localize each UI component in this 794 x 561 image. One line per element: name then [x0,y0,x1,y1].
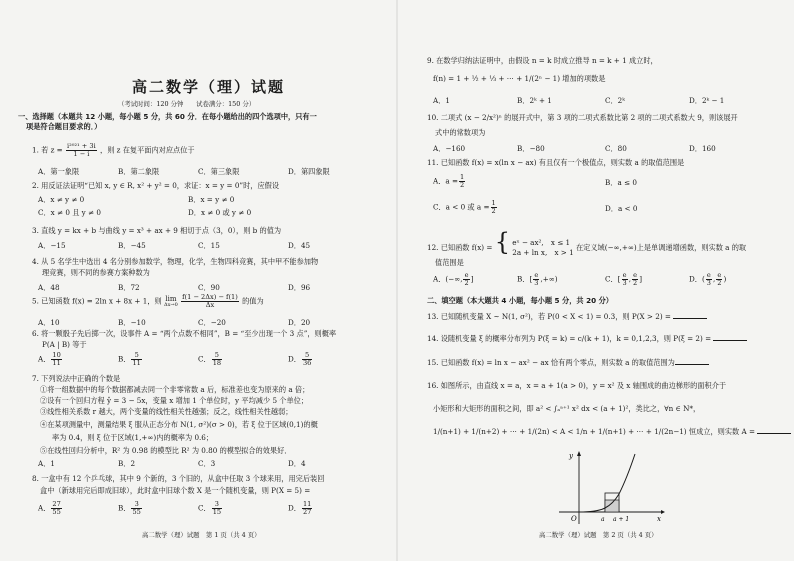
question-12 [427,228,747,258]
q2-option-a[interactable]: A．x ≠ y ≠ 0 [38,195,85,204]
q11-option-a-den: 2 [459,181,465,189]
q8-option-c-fraction [212,501,222,516]
q12-option-c[interactable] [605,272,642,287]
q6-option-b-fraction [131,352,141,367]
q12-option-d-num-2: e [717,271,722,279]
q6-option-d-num: 5 [302,352,312,360]
question-16-cont: 小矩形和大矩形的面积之间，即 a² < ∫ₐᵃ⁺¹ x² dx < (a + 1)²，类比之，∀n ∈ N*， [433,404,701,413]
small-rectangle [605,500,619,512]
q8-option-d[interactable] [288,501,313,516]
q13-text: 13. 已知随机变量 X ~ N(1, σ²)，若 P(0 < X < 1) = 0.3，则 P(X > 2) = [427,312,674,321]
page-2-footer: 高二数学（理）试题 第 2 页（共 4 页） [539,531,658,539]
q6-option-b-den: 11 [132,359,141,367]
question-14 [427,333,747,343]
q6-option-a[interactable] [38,352,63,367]
q7-option-c[interactable]: C．3 [198,459,216,468]
y-axis-arrow [577,451,581,456]
q8-option-a-den: 55 [52,508,61,516]
origin-label: O [571,515,577,523]
q8-option-b-den: 55 [132,508,141,516]
q12-option-c-fraction-2 [632,272,638,287]
q1-numerator: i²⁰²¹ + 3i [67,142,96,150]
q6-option-a-den: 11 [52,359,61,367]
q9-option-b[interactable]: B．2ᵏ + 1 [517,96,552,105]
section-1-heading: 一、选择题（本题共 12 小题，每小题 5 分，共 60 分．在每小题给出的四个选项中，只有一 [18,112,317,121]
q1-option-d[interactable]: D．第四象限 [288,167,330,176]
q12-option-b-after: ,+∞) [540,274,558,284]
q8-option-d-fraction [302,501,312,516]
q11-option-c-label: C．a < 0 或 a = [433,202,490,212]
q12-option-c-label: C．[ [605,274,621,284]
q5-denominator: Δx [205,301,215,309]
question-1 [32,143,195,158]
q12-option-a-den: 2 [464,279,469,287]
q9-expression: f(n) = 1 + ½ + ⅓ + ⋯ + 1/(2ⁿ − 1) 增加的项数是 [433,74,606,83]
q6-option-c-fraction [212,352,222,367]
q3-option-a[interactable]: A．−15 [38,241,66,250]
q12-option-a-after: ] [470,274,474,284]
q8-option-a-fraction [51,501,61,516]
q11-option-a[interactable] [433,174,466,189]
q8-option-d-den: 27 [302,508,312,516]
q12-option-a[interactable] [433,272,474,287]
q11-option-c-fraction [491,200,497,215]
question-4: 4. 从 5 名学生中选出 4 名分别参加数学，物理，化学，生物四科竞赛，其中甲不能参加物 [32,257,319,266]
question-3: 3. 直线 y = kx + b 与曲线 y = x³ + ax + 9 相切于点（3，0），则 b 的值为 [32,226,282,235]
q8-option-d-label: D． [288,503,301,513]
question-9: 9. 在数学归纳法证明中，由假设 n = k 时成立推导 n = k + 1 成立时， [427,56,658,65]
q12-option-d-after: , [712,274,716,284]
q11-option-c[interactable] [433,200,498,215]
q11-option-a-label: A．a = [433,176,458,186]
q12-prefix: 12. 已知函数 f(x) = [427,243,493,252]
q1-option-b[interactable]: B．第二象限 [118,167,160,176]
q5-fraction [181,294,239,309]
q1-option-a[interactable]: A．第一象限 [38,167,80,176]
q5-option-b[interactable]: B．−10 [118,318,146,327]
q6-option-d-fraction [302,352,312,367]
q5-prefix: 5. 已知函数 f(x) = 2ln x + 8x + 1，则 [32,296,162,306]
q7-option-b[interactable]: B．2 [118,459,136,468]
q4-option-a[interactable]: A．48 [38,283,60,292]
q1-prefix: 1. 若 z = [32,145,63,155]
q12-option-c-den: 3 [622,279,627,287]
q7-item-1: ①将一组数据中的每个数据都减去同一个非零常数 a 后，标准差也变为原来的 a 倍； [40,385,310,394]
q7-item-5: ⑤在线性回归分析中，R² 为 0.98 的模型比 R² 为 0.80 的模型拟合的效果好． [40,446,292,455]
q12-option-d-fraction [706,272,712,287]
q12-option-a-label: A．(−∞, [433,274,463,284]
q8-option-c[interactable] [198,501,223,516]
q4-option-b[interactable]: B．72 [118,283,140,292]
q12-suffix: 在定义域(−∞,+∞)上是单调递增函数，则实数 a 的取 [575,243,747,252]
q8-option-b[interactable] [118,501,143,516]
q15-answer-blank[interactable] [675,357,709,365]
q5-suffix: 的值为 [242,296,264,306]
question-15 [427,357,709,367]
q5-option-a[interactable]: A．10 [38,318,60,327]
q8-option-c-label: C． [198,503,211,513]
q10-option-a[interactable]: A．−160 [433,144,466,153]
q12-option-b-label: B．[ [517,274,533,284]
q10-option-c[interactable]: C．80 [605,144,627,153]
a-label: a [601,516,605,523]
q12-option-d-den-2: 2 [717,279,722,287]
question-7: 7. 下列说法中正确的个数是 [32,374,121,383]
q12-option-a-fraction [463,272,469,287]
q7-option-d[interactable]: D．4 [288,459,306,468]
question-16-cont-2 [433,426,791,436]
question-8-cont: 盒中（新球用完后即成旧球），此时盒中旧球个数 X 是一个随机变量，则 P(X = 5) = [40,486,311,495]
q16-answer-blank[interactable] [757,426,791,434]
q6-option-a-num: 10 [52,351,61,359]
x-axis-arrow [661,510,665,514]
q13-answer-blank[interactable] [673,311,707,319]
q15-text: 15. 已知函数 f(x) = ln x − ax² − ax 恰有两个零点，则实数 a 的取值范围为 [427,358,675,367]
q3-option-c[interactable]: C．15 [198,241,220,250]
page-2 [397,0,794,561]
q6-option-b[interactable] [118,352,143,367]
question-10-cont: 式中的常数项为 [435,128,486,137]
q5-option-d[interactable]: D．20 [288,318,311,327]
q8-option-a-num: 27 [52,500,61,508]
q6-option-b-label: B． [118,354,131,364]
q4-option-c[interactable]: C．90 [198,283,220,292]
question-16: 16. 如图所示，由直线 x = a，x = a + 1(a > 0)，y = x² 及 x 轴围成的曲边梯形的面积介于 [427,381,727,390]
q7-option-a[interactable]: A．1 [38,459,55,468]
q3-option-b[interactable]: B．−45 [118,241,146,250]
q5-lim-sub: Δx→0 [164,301,178,308]
q9-option-d[interactable]: D．2ᵏ − 1 [689,96,725,105]
q11-option-b[interactable]: B．a ≤ 0 [605,178,637,187]
question-11: 11. 已知函数 f(x) = x(ln x − ax) 有且仅有一个极值点，则实数 a 的取值范围是 [427,158,685,167]
q4-option-d[interactable]: D．96 [288,283,311,292]
q8-option-b-label: B． [118,503,131,513]
q8-option-a[interactable] [38,501,63,516]
q6-option-d-den: 36 [302,359,312,367]
q12-option-d-label: D．( [689,274,705,284]
q3-option-d[interactable]: D．45 [288,241,311,250]
question-2: 2. 用反证法证明“已知 x, y ∈ R, x² + y² = 0，求证：x = y = 0”时，应假设 [32,181,280,190]
q6-option-c[interactable] [198,352,223,367]
q12-option-c-num-2: e [633,271,638,279]
q12-option-c-after-2: ] [639,274,643,284]
question-13 [427,311,707,321]
q12-option-d-fraction-2 [716,272,722,287]
q12-option-b-den: 3 [534,279,539,287]
q6-option-c-den: 18 [212,359,222,367]
q16-inequality: 1/(n+1) + 1/(n+2) + ⋯ + 1/(2n) < A < 1/n + 1/(n+1) + ⋯ + 1/(2n−1) 恒成立，则实数 A = [433,427,758,436]
q12-option-d[interactable] [689,272,726,287]
q2-option-b[interactable]: B．x = y ≠ 0 [188,195,235,204]
q2-option-c[interactable]: C．x ≠ 0 且 y ≠ 0 [38,208,101,217]
q12-option-c-fraction [622,272,628,287]
question-10: 10. 二项式 (x − 2/x²)ⁿ 的展开式中，第 3 项的二项式系数比第 2 项的二项式系数大 9，则该展开 [427,113,738,122]
q11-option-a-num: 1 [459,173,465,181]
q6-option-a-label: A． [38,354,51,364]
x-axis-label: x [657,515,661,523]
q12-option-d-num: e [706,271,711,279]
q1-option-c[interactable]: C．第三象限 [198,167,240,176]
q14-answer-blank[interactable] [713,333,747,341]
q12-option-c-num: e [622,271,627,279]
question-4-cont: 理竞赛，则不同的参赛方案种数为 [42,268,150,277]
q12-option-b-fraction [533,272,539,287]
q5-lim: lim [165,294,177,303]
q12-option-a-num: e [464,271,469,279]
q7-item-4: ④在某项测量中，测量结果 ξ 服从正态分布 N(1, σ²)(σ > 0)，若 ξ 位于区域(0,1)的概 [40,420,318,429]
q6-option-c-label: C． [198,354,211,364]
q11-option-c-den: 2 [491,207,496,215]
q16-graph [557,448,667,528]
q1-suffix: ，则 z 在复平面内对应点位于 [100,145,195,155]
q12-option-d-den: 3 [706,279,711,287]
q8-option-b-fraction [131,501,141,516]
q5-numerator: f(1 − 2Δx) − f(1) [182,293,238,301]
q9-option-c[interactable]: C．2ᵏ [605,96,625,105]
question-8: 8. 一盒中有 12 个乒乓球，其中 9 个新的，3 个旧的，从盒中任取 3 个球来用，用完后装回 [32,474,325,483]
q8-option-c-num: 3 [212,501,222,509]
q10-option-b[interactable]: B．−80 [517,144,545,153]
q7-item-3: ③线性相关系数 r 越大，两个变量的线性相关性越强；反之，线性相关性越弱； [40,407,293,416]
q7-item-2: ②设有一个回归方程 ŷ = 3 − 5x，变量 x 增加 1 个单位时，y 平均减少 5 个单位； [40,396,309,405]
q10-option-d[interactable]: D．160 [689,144,716,153]
q5-option-c[interactable]: C．−20 [198,318,226,327]
q12-option-c-after: , [628,274,631,284]
a-plus-1-label: a + 1 [613,516,630,523]
q6-option-d-label: D． [288,354,301,364]
q9-option-a[interactable]: A．1 [433,96,450,105]
q12-cases [512,238,573,258]
q12-case-1: eˣ − ax², x ≤ 1 [512,238,571,247]
q11-option-d[interactable]: D．a < 0 [605,204,638,213]
q8-option-a-label: A． [38,503,51,513]
exam-title: 高二数学（理）试题 [132,78,286,96]
question-12-cont: 值范围是 [435,258,464,267]
question-5 [32,294,264,309]
q5-limit [164,296,178,308]
page-1-footer: 高二数学（理）试题 第 1 页（共 4 页） [142,531,261,539]
q7-item-4-cont: 率为 0.4，则 ξ 位于区域(1,+∞)内的概率为 0.6； [52,433,214,442]
q12-brace: { [494,228,510,256]
q11-option-a-fraction [459,174,465,189]
q2-option-d[interactable]: D．x ≠ 0 或 y ≠ 0 [188,208,252,217]
q6-option-c-num: 5 [212,352,222,360]
q8-option-d-num: 11 [302,500,312,508]
q1-fraction [66,143,97,158]
q8-option-b-num: 3 [131,501,141,509]
q14-text: 14. 设随机变量 ξ 的概率分布列为 P(ξ = k) = c/(k + 1)，k = 0,1,2,3，则 P(ξ = 2) = [427,334,714,343]
q12-option-d-after-2: ) [723,274,727,284]
q6-option-a-fraction [51,352,61,367]
section-1-heading-cont: 项是符合题目要求的．） [26,122,102,131]
q12-option-b-num: e [534,271,539,279]
section-2-heading: 二、填空题（本大题共 4 小题，每小题 5 分，共 20 分） [427,296,613,305]
q12-case-2: 2a + ln x, x > 1 [512,248,574,257]
q6-option-d[interactable] [288,352,313,367]
q8-option-c-den: 15 [212,508,222,516]
q11-option-c-num: 1 [491,199,496,207]
q12-option-b[interactable] [517,272,558,287]
q6-option-b-num: 5 [131,352,141,360]
question-6: 6. 将一颗骰子先后掷一次，设事件 A = “两个点数不相同”，B = “至少出现一个 3 点”，则概率 [32,329,337,338]
y-axis-label: y [569,452,573,460]
question-6-cont: P(A | B) 等于 [42,340,87,349]
exam-meta: （考试时间：120 分钟 试卷满分：150 分） [118,100,256,108]
q12-option-c-den-2: 2 [633,279,638,287]
q1-denominator: 1 − i [73,150,90,158]
